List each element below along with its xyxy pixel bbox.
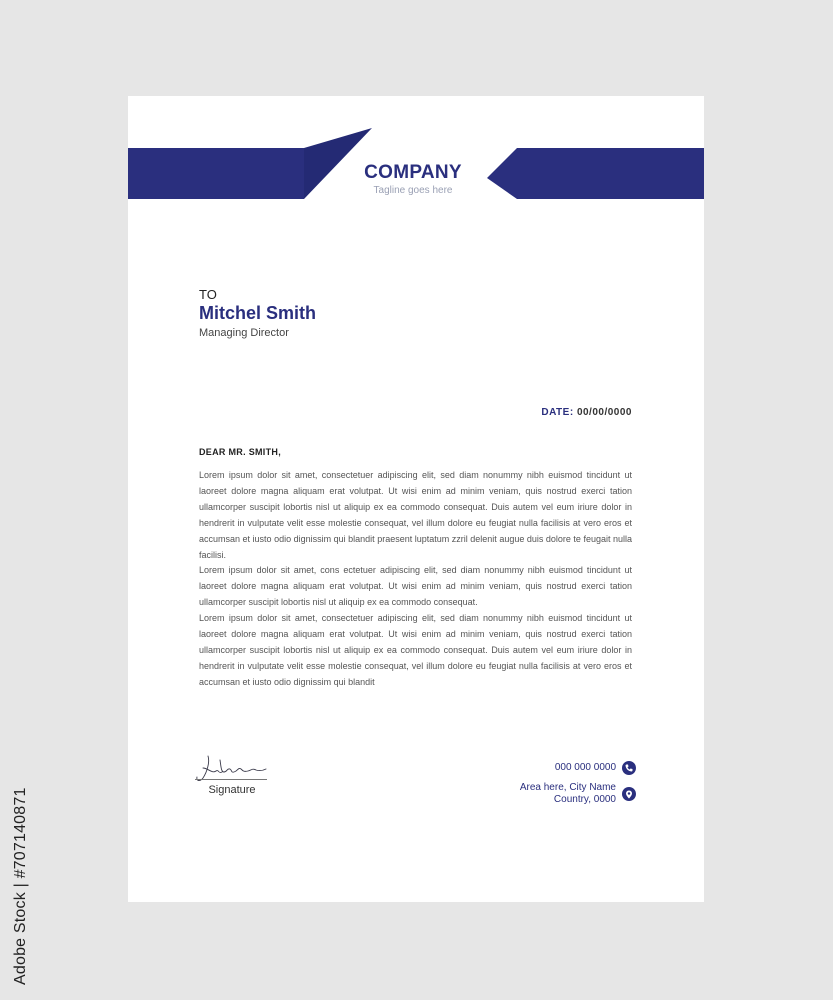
to-label: TO: [199, 287, 217, 302]
contact-address: [520, 782, 636, 806]
address-text: [520, 782, 616, 806]
signature-line: [195, 779, 267, 780]
banner-left-bar: [128, 148, 304, 199]
address-line-2: Country, 0000: [553, 794, 616, 805]
letter-body: [199, 468, 632, 691]
date-line: [541, 407, 632, 418]
company-logo: [358, 162, 468, 196]
letterhead-page: [128, 96, 704, 902]
company-name: COMPANY: [364, 162, 462, 183]
location-pin-icon: [622, 787, 636, 801]
phone-number: 000 000 0000: [554, 762, 616, 773]
date-value: 00/00/0000: [576, 407, 632, 418]
company-tagline: Tagline goes here: [373, 185, 453, 196]
recipient-title: Managing Director: [199, 327, 289, 339]
body-paragraph: Lorem ipsum dolor sit amet, cons ectetuer adipiscing elit, sed diam nonummy nibh euismod tincidunt ut laoreet dolore magna aliquam erat volutpat. Ut wisi enim ad minim veniam, quis nostrud exerci tation ullamcorper suscipit lobortis nisl ut aliquip ex ea commodo consequat.: [199, 565, 632, 608]
recipient-name: Mitchel Smith: [199, 303, 317, 323]
phone-icon: [622, 761, 636, 775]
stock-id-watermark: Adobe Stock | #707140871: [12, 787, 29, 985]
date-label: DATE:: [541, 407, 574, 418]
signature-label: Signature: [208, 784, 256, 796]
body-paragraph: Lorem ipsum dolor sit amet, consectetuer adipiscing elit, sed diam nonummy nibh euismod tincidunt ut laoreet dolore magna aliquam erat volutpat. Ut wisi enim ad minim veniam, quis nostrud exerci tation ullamcorper suscipit lobortis nisl ut aliquip ex ea commodo consequat. Duis autem vel eum iriure dolor in hendrerit in vulputate velit esse molestie consequat, vel illum dolore eu feugiat nulla facilisis at vero eros et accumsan et iusto odio dignissim qui blandit praesent luptatum zzril delenit augue duis dolore te feugait nulla facilisi.: [199, 470, 632, 560]
body-paragraph: Lorem ipsum dolor sit amet, consectetuer adipiscing elit, sed diam nonummy nibh euismod tincidunt ut laoreet dolore magna aliquam erat volutpat. Ut wisi enim ad minim veniam, quis nostrud exerci tation ullamcorper suscipit lobortis nisl ut aliquip ex ea commodo consequat. Duis autem vel eum iriure dolor in hendrerit in vulputate velit esse molestie consequat, vel illum dolore eu feugiat nulla facilisis at vero eros et accumsan et iusto odio dignissim qui blandit: [199, 613, 632, 687]
address-line-1: Area here, City Name: [519, 782, 616, 793]
contact-phone: [555, 761, 636, 775]
banner-right-arrow: [487, 148, 704, 199]
handwritten-signature: [194, 752, 270, 788]
letter-greeting: DEAR MR. SMITH,: [199, 447, 281, 457]
